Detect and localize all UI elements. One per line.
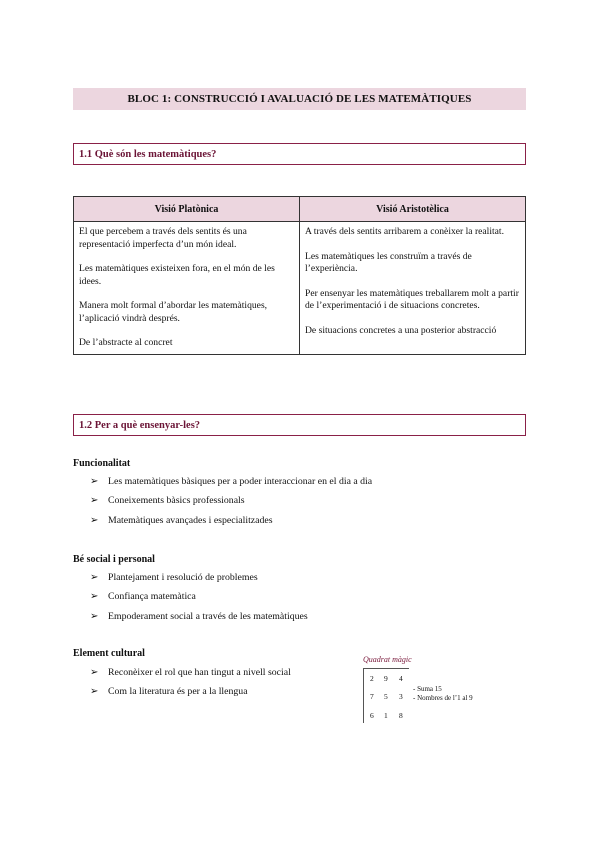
list-element-cultural [90, 667, 291, 706]
arrow-bullet-icon: ➢ [90, 476, 99, 487]
section-1-2-title: 1.2 Per a què ensenyar-les? [73, 414, 526, 436]
aristotelian-point: Les matemàtiques les construïm a través de l’experiència. [305, 250, 472, 274]
heading-be-social: Bé social i personal [73, 554, 155, 565]
platonic-point: De l’abstracte al concret [79, 337, 173, 348]
platonic-cell [74, 222, 300, 355]
arrow-bullet-icon: ➢ [90, 572, 99, 583]
heading-element-cultural: Element cultural [73, 648, 145, 659]
list-item: ➢ Confiança matemàtica [90, 591, 196, 603]
magic-cell: 1 [384, 711, 388, 720]
arrow-bullet-icon: ➢ [90, 495, 99, 507]
aristotelian-point: De situacions concretes a una posterior abstracció [305, 324, 497, 336]
list-item: ➢ Plantejament i resolució de problemes [90, 572, 258, 583]
list-be-social [90, 572, 308, 630]
aristotelian-point: A través dels sentits arribarem a conèixer la realitat. [305, 226, 504, 237]
platonic-point: Manera molt formal d’abordar les matemàtiques, l’aplicació vindrà després. [79, 300, 268, 324]
magic-cell: 7 [370, 692, 374, 701]
aristotelian-point: Per ensenyar les matemàtiques treballarem molt a partir de l’experimentació i de situacions concretes. [305, 287, 519, 311]
magic-cell: 2 [370, 674, 374, 683]
magic-note: - Suma 15 [413, 685, 442, 693]
magic-square-notes [413, 685, 473, 703]
header-aristotelian: Visió Aristotèlica [300, 197, 526, 222]
arrow-bullet-icon: ➢ [90, 686, 99, 698]
magic-note: - Nombres de l’1 al 9 [413, 694, 473, 702]
list-funcionalitat [90, 476, 372, 534]
list-item: ➢ Com la literatura és per a la llengua [90, 686, 248, 698]
magic-square-title: Quadrat màgic [363, 655, 412, 664]
list-item: ➢ Matemàtiques avançades i especialitzades [90, 514, 273, 526]
magic-cell: 4 [399, 674, 403, 683]
list-item: ➢ Les matemàtiques bàsiques per a poder interaccionar en el dia a dia [90, 476, 373, 487]
comparison-table [73, 196, 526, 355]
platonic-point: El que percebem a través dels sentits és una representació imperfecta d’un món ideal. [79, 226, 247, 250]
platonic-point: Les matemàtiques existeixen fora, en el món de les idees. [79, 263, 275, 287]
aristotelian-cell [300, 222, 526, 355]
magic-cell: 5 [384, 692, 388, 701]
arrow-bullet-icon: ➢ [90, 514, 99, 526]
magic-cell: 9 [384, 674, 388, 683]
list-item: ➢ Coneixements bàsics professionals [90, 495, 245, 507]
list-item: ➢ Empoderament social a través de les matemàtiques [90, 610, 308, 622]
table-header-row [74, 197, 526, 222]
arrow-bullet-icon: ➢ [90, 667, 99, 678]
arrow-bullet-icon: ➢ [90, 591, 99, 603]
magic-square-figure [363, 655, 523, 723]
table-row [74, 222, 526, 355]
magic-square-grid [363, 668, 409, 723]
magic-cell: 8 [399, 711, 403, 720]
list-item: ➢ Reconèixer el rol que han tingut a nivell social [90, 667, 291, 678]
magic-cell: 3 [399, 692, 403, 701]
bloc-title: BLOC 1: CONSTRUCCIÓ I AVALUACIÓ DE LES MATEMÀTIQUES [73, 88, 526, 110]
heading-funcionalitat: Funcionalitat [73, 458, 131, 469]
section-1-1-title: 1.1 Què són les matemàtiques? [73, 143, 526, 165]
arrow-bullet-icon: ➢ [90, 610, 99, 622]
header-platonic: Visió Platònica [74, 197, 300, 222]
magic-cell: 6 [370, 711, 374, 720]
